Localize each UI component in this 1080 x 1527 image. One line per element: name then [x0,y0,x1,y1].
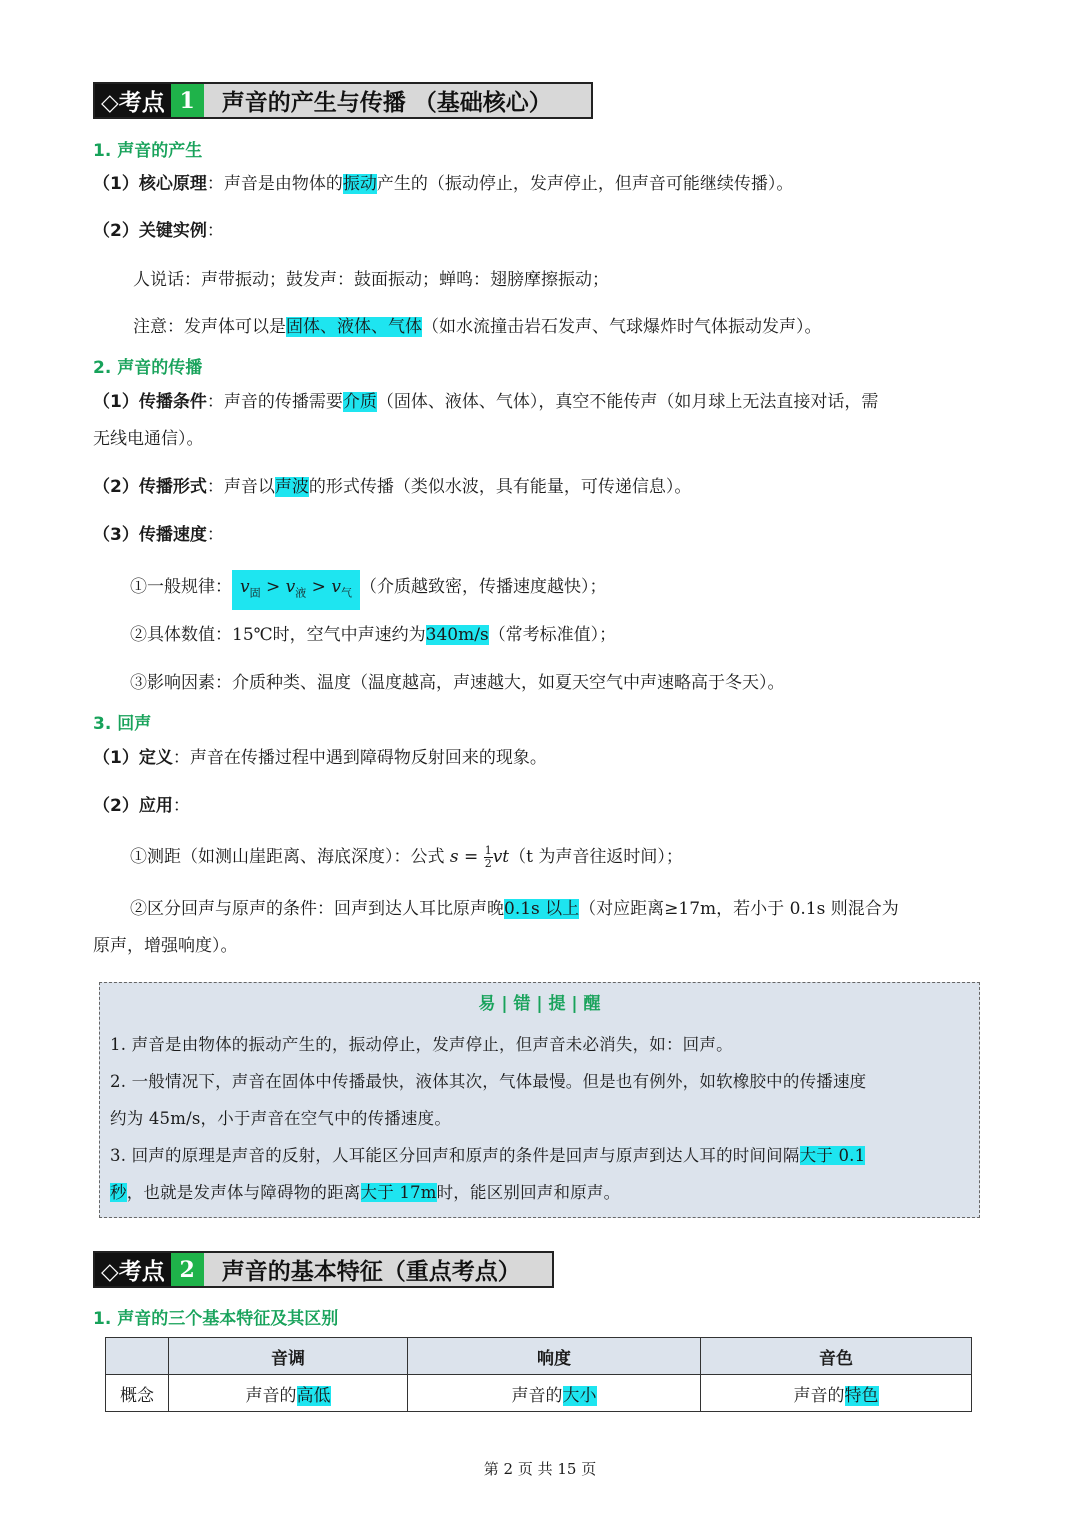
paragraph: 无线电通信）。 [93,429,204,449]
subsection-title: 2. 声音的传播 [93,358,203,378]
paragraph: ②区分回声与原声的条件：回声到达人耳比原声晚0.1s 以上（对应距离≥17m，若小于 0.1s 则混合为 [130,899,899,919]
warning-line: 约为 45m/s，小于声音在空气中的传播速度。 [110,1109,452,1128]
paragraph: （2）应用： [93,796,190,816]
paragraph: ③影响因素：介质种类、温度（温度越高，声速越大，如夏天空气中声速略高于冬天）。 [130,673,785,693]
table-row [106,1375,972,1412]
paragraph: （2）传播形式：声音以声波的形式传播（类似水波，具有能量，可传递信息）。 [93,477,692,497]
warning-line: 秒，也就是发声体与障碍物的距离大于 17m时，能区别回声和原声。 [110,1183,621,1202]
table-header-cell: 响度 [408,1338,701,1375]
table-header-cell: 音调 [169,1338,408,1375]
paragraph: （1）核心原理：声音是由物体的振动产生的（振动停止，发声停止，但声音可能继续传播）。 [93,174,794,194]
speed-formula: $v_固 > v_液 > v_气$ [232,570,360,610]
paragraph: ①一般规律： $v_固 > v_液 > v_气$ （介质越致密，传播速度越快）； [130,570,606,610]
page-footer: 第 2 页 共 15 页 [483,1460,597,1478]
section-lead: ◇考点 [95,1253,171,1286]
section-lead: ◇考点 [95,84,171,117]
paragraph: （2）关键实例： [93,221,224,241]
section-header-1 [93,82,593,119]
subsection-title: 3. 回声 [93,714,152,734]
table-cell: 概念 [106,1375,169,1412]
section-title: 声音的基本特征（重点考点） [208,1253,531,1286]
subsection-title: 1. 声音的三个基本特征及其区别 [93,1309,339,1329]
paragraph: 人说话：声带振动；鼓发声：鼓面振动；蝉鸣：翅膀摩擦振动； [133,270,609,290]
table-cell: 声音的特色 [701,1375,972,1412]
paragraph: （1）定义：声音在传播过程中遇到障碍物反射回来的现象。 [93,748,547,768]
paragraph: 注意：发声体可以是固体、液体、气体（如水流撞击岩石发声、气球爆炸时气体振动发声）。 [133,317,822,337]
warning-line: 2. 一般情况下，声音在固体中传播最快，液体其次，气体最慢。但是也有例外，如软橡胶中的传播速度 [110,1072,867,1091]
section-number: 2 [171,1253,204,1286]
fraction: $\frac{1}{2}$ [484,844,492,870]
paragraph: 原声，增强响度）。 [93,936,238,956]
warning-box [99,982,980,1218]
table-header-cell: 音色 [701,1338,972,1375]
table-cell: 声音的大小 [408,1375,701,1412]
warning-line: 1. 声音是由物体的振动产生的，振动停止，发声停止，但声音未必消失，如：回声。 [110,1035,733,1054]
table-cell: 声音的高低 [169,1375,408,1412]
warning-line: 3. 回声的原理是声音的反射，人耳能区分回声和原声的条件是回声与原声到达人耳的时间间隔大于 0.1 [110,1146,866,1165]
paragraph: （3）传播速度： [93,525,224,545]
section-number: 1 [171,84,204,117]
warning-title: 易 | 错 | 提 | 醒 [478,994,601,1014]
table-header-row [106,1338,972,1375]
subsection-title: 1. 声音的产生 [93,141,203,161]
paragraph: ①测距（如测山崖距离、海底深度）：公式 s = $\frac{1}{2}$ vt（t 为声音往返时间）； [130,844,683,870]
features-table [105,1337,972,1412]
section-title: 声音的产生与传播 （基础核心） [208,84,562,117]
paragraph: ②具体数值：15℃时，空气中声速约为340m/s（常考标准值）； [130,625,617,645]
table-header-cell [106,1338,169,1375]
paragraph: （1）传播条件：声音的传播需要介质（固体、液体、气体），真空不能传声（如月球上无法直接对话，需 [93,392,879,412]
section-header-2 [93,1251,554,1288]
